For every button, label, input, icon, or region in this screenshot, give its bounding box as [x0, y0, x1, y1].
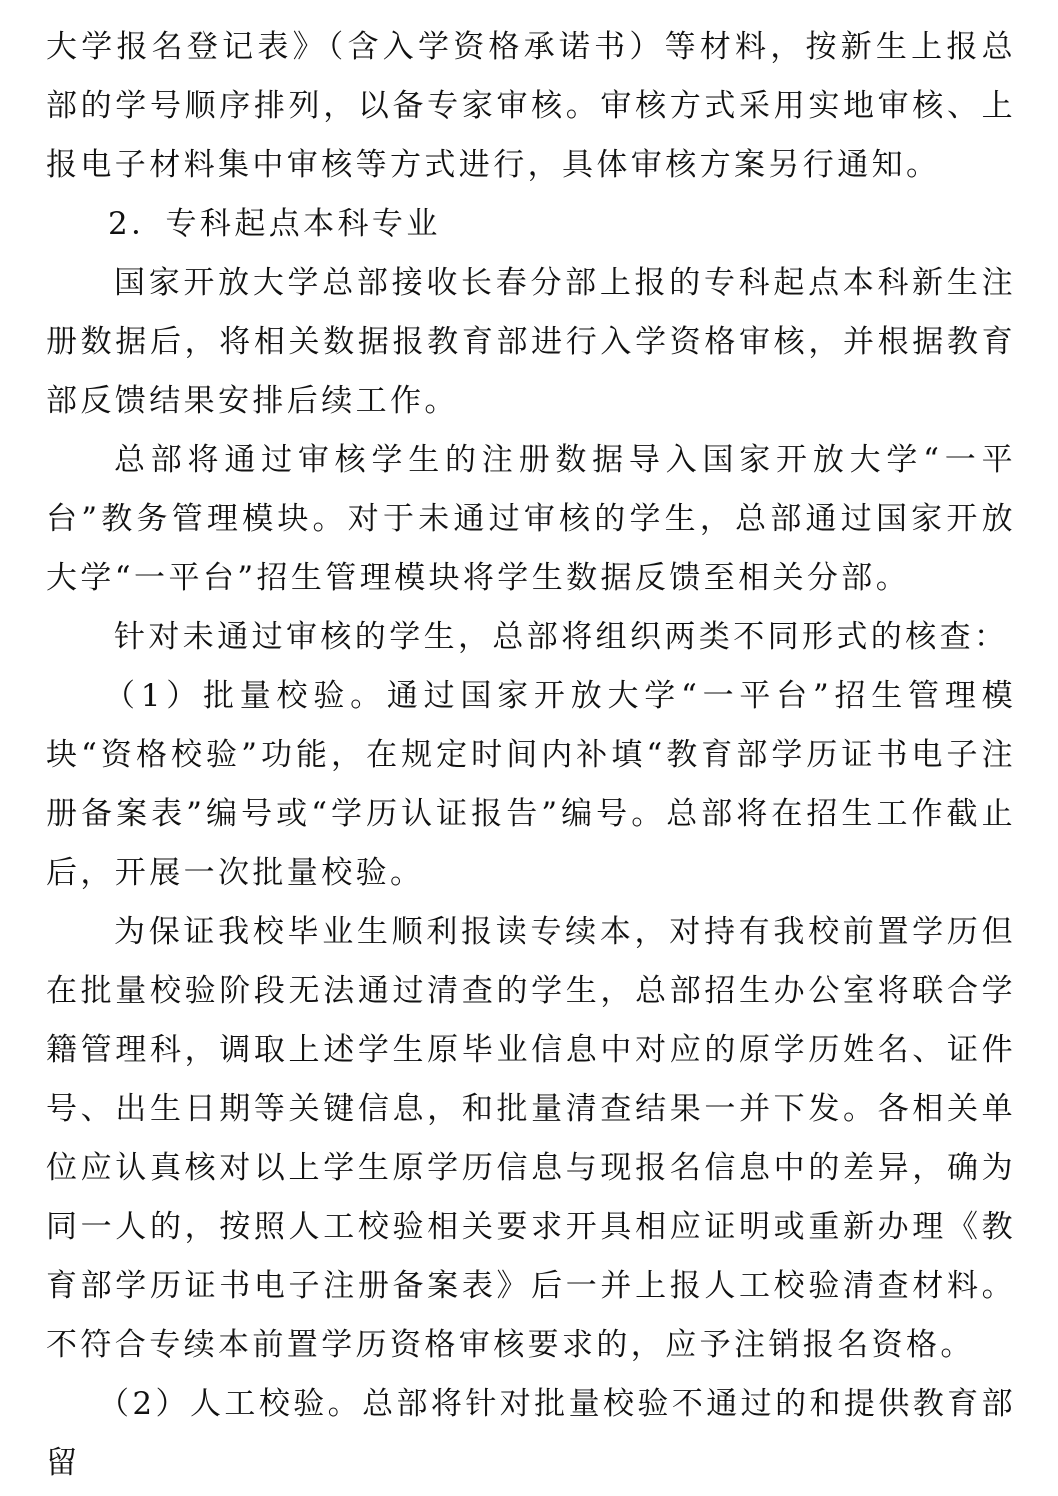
- paragraph-enrollment-data-review: 国家开放大学总部接收长春分部上报的专科起点本科新生注册数据后，将相关数据报教育部进行入学资格审核，并根据教育部反馈结果安排后续工作。: [46, 265, 1016, 419]
- document-page: [46, 18, 1016, 1493]
- paragraph-batch-check: （1）批量校验。通过国家开放大学“一平台”招生管理模块“资格校验”功能，在规定时间内补填“教育部学历证书电子注册备案表”编号或“学历认证报告”编号。总部将在招生工作截止后，开展一次批量校验。: [46, 678, 1016, 891]
- paragraph-materials-review: 大学报名登记表》（含入学资格承诺书）等材料，按新生上报总部的学号顺序排列，以备专家审核。审核方式采用实地审核、上报电子材料集中审核等方式进行，具体审核方案另行通知。: [46, 29, 1016, 183]
- paragraph-manual-check: （2）人工校验。总部将针对批量校验不通过的和提供教育部留: [46, 1386, 1016, 1481]
- paragraph-graduate-support: 为保证我校毕业生顺利报读专续本，对持有我校前置学历但在批量校验阶段无法通过清查的学生，总部招生办公室将联合学籍管理科，调取上述学生原毕业信息中对应的原学历姓名、证件号、出生日期等关键信息，和批量清查结果一并下发。各相关单位应认真核对以上学生原学历信息与现报名信息中的差异，确为同一人的，按照人工校验相关要求开具相应证明或重新办理《教育部学历证书电子注册备案表》后一并上报人工校验清查材料。不符合专续本前置学历资格审核要求的，应予注销报名资格。: [46, 914, 1016, 1363]
- section-heading-upgrade-program: 2．专科起点本科专业: [108, 206, 441, 242]
- paragraph-two-checks: 针对未通过审核的学生，总部将组织两类不同形式的核查：: [114, 619, 1009, 655]
- paragraph-platform-import: 总部将通过审核学生的注册数据导入国家开放大学“一平台”教务管理模块。对于未通过审核的学生，总部通过国家开放大学“一平台”招生管理模块将学生数据反馈至相关分部。: [46, 442, 1016, 596]
